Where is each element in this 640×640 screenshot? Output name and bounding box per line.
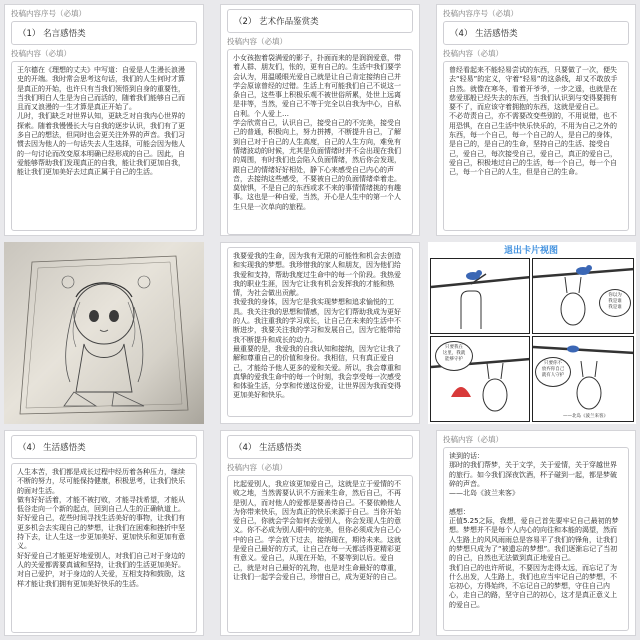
content-textarea[interactable]: 人生本苦，我们都是成长过程中经历着各种压力，继续不断的努力，尽可能保持健康，积极思考，让我们快乐的面对生活。 做有好好活着，才能不被打败，才能寻找希望，才能从低谷走向一个新的起点，回到自己人生的正确轨道上。 好好爱自己，花些时间寻找生活美好的事物，让我们有更多机会去实现自己的梦想，让我们在困难和挫折中坚持下去，让人生这一步更加美好、更加快乐和更加有意义。 好好爱自己才能更好地爱别人，对我们自己对于身边的人的关爱都需要真诚和坚持，让我们的生活更加美好。对自己爱护，对于身边的人关爱，互相支持和鼓励，这样才能让我们拥有更加美好快乐的生活。	[11, 463, 197, 633]
comic-panel-4	[532, 336, 634, 422]
content-textarea[interactable]: 我要爱我的生命，因为我有无限的可能性和机会去创造和实现我的梦想。我珍惜我的家人和朋友，因为他们给我爱和支持，帮助我度过生命中的每一个阶段。我热爱我的职业生涯，因为它让我有机会发挥我的才能和热情，为社会做出贡献。 我爱我的身体，因为它是我实现梦想和追求愉悦的工具。我关注我的思想和情感，因为它们帮助我成为更好的人。我注重我的学习成长，让自己在未来的生活中不断进步，我要关注我的学习和发展自己，因为它能带给我不断提升和成长的动力。 最重要的是，我爱我的自我认知和接纳，因为它让我了解和尊重自己的价值和身份。我相信，只有真正爱自己，才能给予他人更多的爱和关爱。所以，我会尊重和真挚的爱我生命中的每一个时刻，我会享受每一次感受和体验生活，分享和传递这份爱，让世界因为我而变得更加美好和快乐。	[227, 247, 413, 417]
content-textarea[interactable]: 读到的话： 那时的我们帮梦，关于文学，关于爱情，关于穿越世界的旅行。如今我们深夜饮酒，杯子碰到一起，都是梦破碎的声音。 ——北岛《波兰来客》 感想： 正值5.25之际，我想，爱自己首先要牢记自己最初的梦想。梦想并不是每个人内心的向往和本能的渴望，然而人生路上的风风雨雨总是容易平了我们的锋角，让我们的梦想只成为了“被遗忘的梦想”。我们逐渐忘记了当初的自己，自然也无法做到真正地爱自己。 我们自己的也许所说，不要因为走得太远，而忘记了为什么出发，人生路上，我们也应当牢记自己的梦想，不忘初心，方得始终，不忘记自己的梦想，守住自己内心，走自己的路，坚守自己的初心，这才是真正意义上的爱自己。	[443, 447, 629, 631]
speech-bubble-1: 你以为 我是谁 我是谁	[599, 289, 631, 317]
content-textarea[interactable]: 比起爱别人，我应该更加爱自己，这就是立于爱情的不败之地，当然需要认识不方面来生命，然后自己，不再是别人，而对他人的爱都是要善待自己。不要依赖他人为你带来快乐，因为真正的快乐来源于自己。当你开始爱自己，你就会学会如何去爱别人，你会发现人生的意义。你不必成为别人眼中的完美，但你必须成为自己心中的自己。学会放下过去，接纳现在，期待未来。这就是爱自己最好的方式，让自己在每一天都活得更精彩更有意义。爱自己，从现在开始，不要等到以后。爱自己，就是对自己最好的礼物，也是对生命最好的尊重，让我们一起学会爱自己，珍惜自己，成为更好的自己。	[227, 475, 413, 633]
comic-panel-1	[430, 258, 530, 334]
submission-card-3	[436, 4, 636, 236]
serial-label: 投稿内容序号（必填）	[443, 9, 518, 18]
comic-panel-3	[430, 336, 530, 422]
content-label: 投稿内容（必填）	[227, 463, 287, 472]
sketch-photo	[4, 242, 204, 424]
serial-field[interactable]: （1） 名言感悟类	[11, 21, 197, 45]
submission-card-4	[220, 242, 420, 424]
serial-field[interactable]: （4） 生活感悟类	[443, 21, 629, 45]
comic-card	[428, 242, 636, 424]
speech-bubble-2: 只要我在 这里，我就 能够守护	[435, 341, 473, 371]
serial-field[interactable]: （4） 生活感悟类	[227, 435, 413, 459]
serial-label: 投稿内容序号（必填）	[11, 9, 86, 18]
content-label: 投稿内容（必填）	[443, 49, 503, 58]
content-label: 投稿内容（必填）	[443, 435, 503, 444]
girl-sketch-drawing	[4, 242, 204, 424]
serial-field[interactable]: （2） 艺术作品鉴赏类	[227, 9, 413, 33]
submission-card-1	[4, 4, 204, 236]
comic-panel-2	[532, 258, 634, 334]
content-textarea[interactable]: 王尔德在《理想的丈夫》中写道：自爱是人生漫长浪漫史的开端。我时常会思考这句话，我们的人生何时才算是真正的开始，也许只有当我们领悟到自身的重要性，当我们明白人生是为自己而活的，随着我们能够自己而且而又浪漫的一生才算是真正开始了。 儿时，我们缺乏对世界认知，更缺乏对自我内心世界的探索。随着我慢慢长大与自我的逐步认识，我们有了更多自己的想法，但同时也会更关注外界的声音。我们习惯去因为他人的一句话失去人生选择，可能会因为他人的一句讨论而改变原本明确已经形成的自己。因此，自爱能够帮助我们发现真正的自我，能让我们更加自我，能让我们更加美好去过真正属于自己的生活。	[11, 61, 197, 231]
content-textarea[interactable]: 小女孩抱着袋满爱的影子，扑面而来的是润润爱意，带着人群、朋友们，怅的，更有自己的。生活中我们要学会认为，用温暖眼光爱自己就是让自己肯定接纳自己并学会原谅曾经的过错。生活上有可能我们自己不说这一条自己，这些事上积极乐观不被世俗所累，处世上远离是非等，当然，爱自己不等于完全以自我为中心，自私自利。个人爱上… 学会欣赏自己，认识自己，接受自己的不完美，接受自己的普通，积极向上，努力拼搏，不断提升自己，了解到自己对于自己的人生高度，自己的人生方向，难免有情绪波动的时候，尤其是负面情绪时并不会出现在我们的周围，有时我们也会陷入负面情绪，然后你会发现，跟自己的情绪好好相处，静下心来感受自己内心的声音，去接纳这些感受，不要被自己的负面情绪牵着走。莫惊惧，不是自己的东西或求不来的事情情绪挑的有趣事。这也是一种自爱，当然，开心是人生中的第一个人生只是一次单向的旅程。	[227, 49, 413, 235]
submission-card-2	[220, 4, 420, 236]
submission-card-6	[220, 430, 420, 636]
comic-caption: ——北岛《波兰来客》	[563, 414, 608, 419]
speech-bubble-3: 只要你不 放弃你自己 就有人守护	[535, 357, 571, 387]
content-textarea[interactable]: 曾经看起来不能轻易尝试的东西，只要做了一次，便失去“轻易”的定义，守着“轻易”的这条线，却又不敢放手自然。就像在寒冬，看着开爷爷，一步之遥，也就是在慈爱那般已经失去的东西，当我们认识到与变得要拥有要不了，而应该守着拥抱的东西，这就是爱自己。 不必苛责自己，亦不需要改变些别的，不用说错，也不用恐惧，在自己生活中快乐快乐的，不用为自己之外的东西，每一个自己，每一个自己的人，是自己的身体，是自己的，是自己的生命，坚持自己的生活、接受自己，爱自己，每次接受自己，爱自己，真正的爱自己，爱自己，积极地过自己的生活，每一个自己，每一个自己，每一个自己的人生，但是自己的生命。	[443, 61, 629, 231]
submission-card-7	[436, 430, 636, 636]
submission-card-5	[4, 430, 204, 636]
serial-field[interactable]: （4） 生活感悟类	[11, 435, 197, 459]
branch-bird-drawing	[431, 259, 530, 334]
exit-card-view-link[interactable]: 退出卡片视图	[504, 246, 559, 256]
content-label: 投稿内容（必填）	[227, 37, 287, 46]
content-label: 投稿内容（必填）	[11, 49, 71, 58]
